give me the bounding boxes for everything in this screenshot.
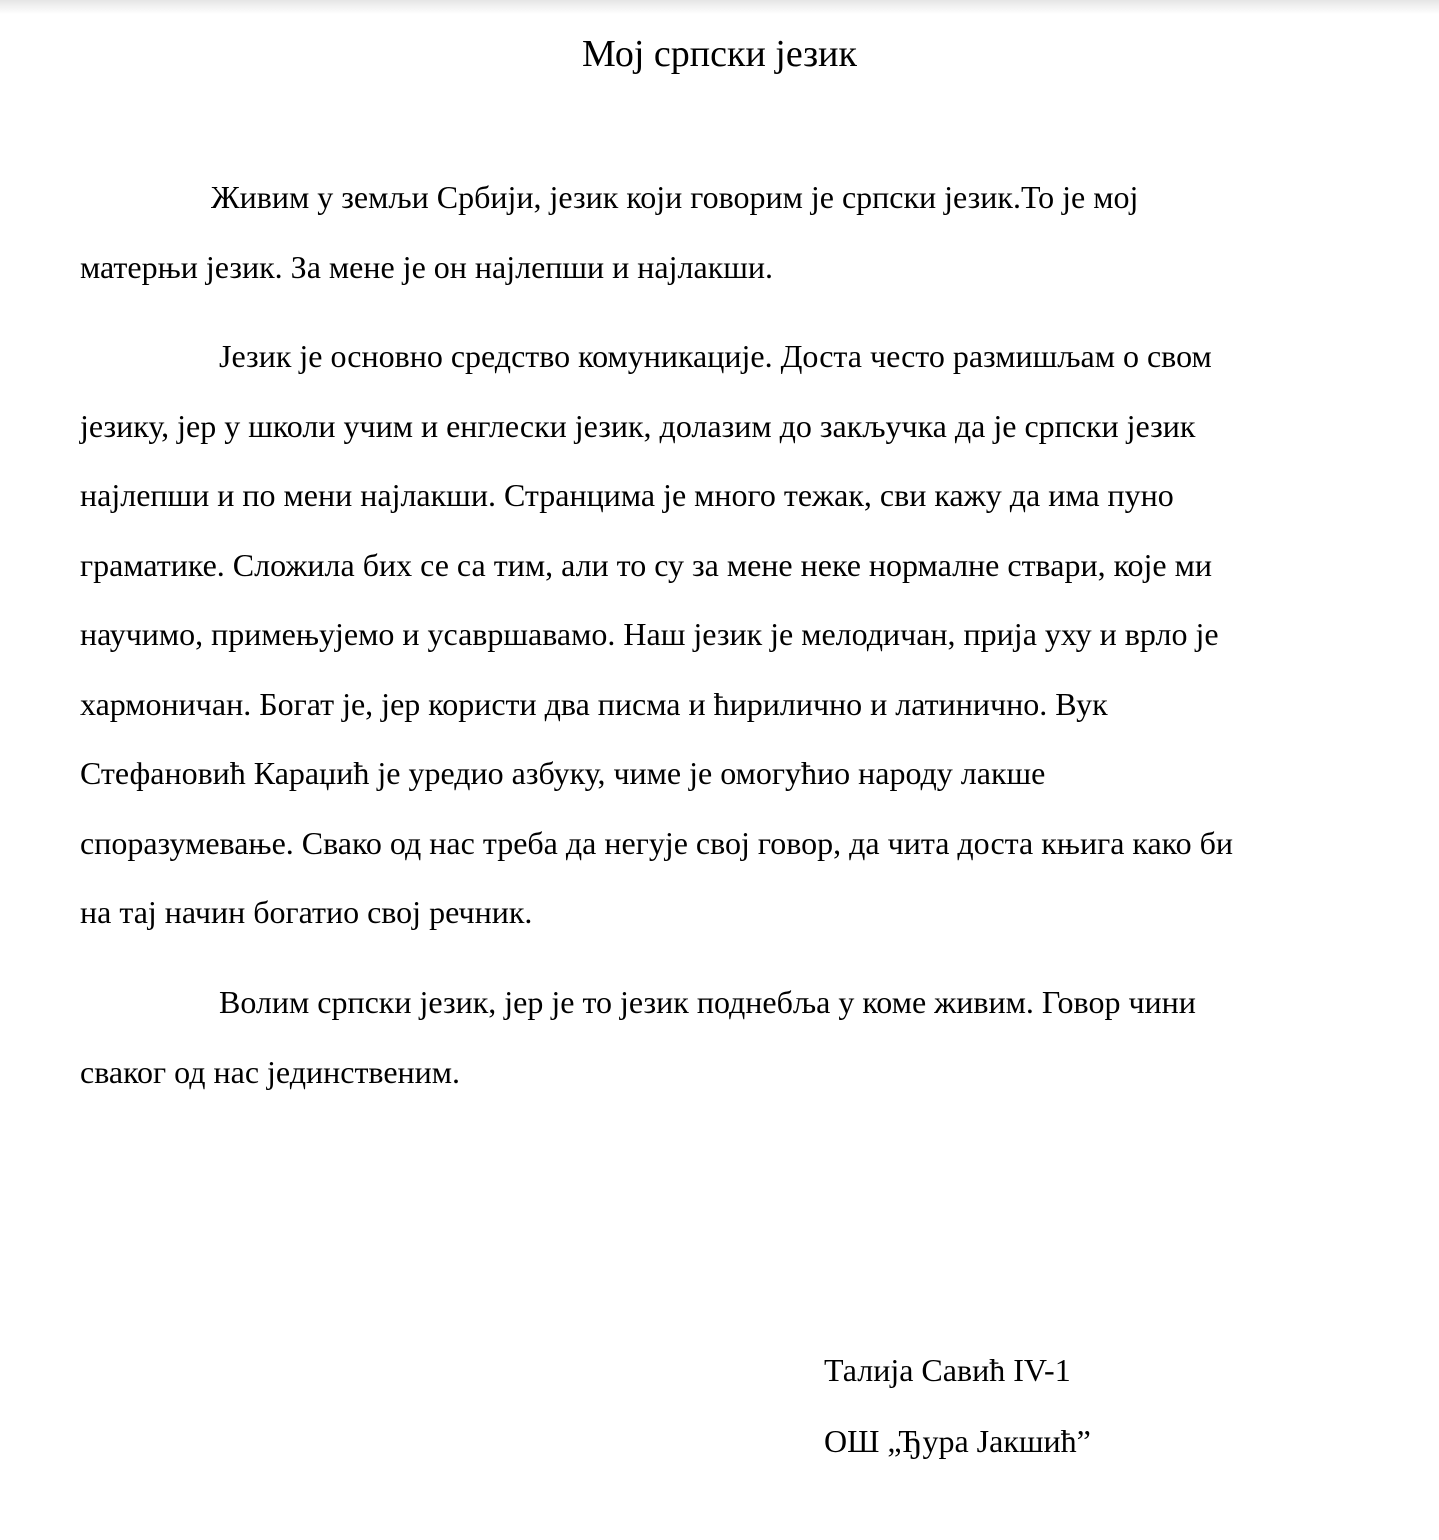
paragraph-2-line-8: споразумевање. Свако од нас треба да негује свој говор, да чита доста књига како би: [80, 825, 1233, 861]
paragraph-1-line-2: матерњи језик. За мене је он најлепши и најлакши.: [80, 249, 773, 285]
paragraph-2-line-1: Језик је основно средство комуникације. Доста често размишљам о свом: [219, 338, 1212, 374]
paragraph-2-line-7: Стефановић Караџић је уредио азбуку, чиме је омогућио народу лакше: [80, 755, 1046, 791]
paragraph-2-line-4: граматике. Сложила бих се са тим, али то су за мене неке нормалне ствари, које ми: [80, 547, 1212, 583]
paragraph-2-line-9: на тај начин богатио свој речник.: [80, 894, 533, 930]
paragraph-1-line-1: Живим у земљи Србији, језик који говорим је српски језик.То је мој: [211, 179, 1139, 215]
signature-author: Талија Савић IV-1: [824, 1352, 1071, 1388]
paragraph-3-line-2: сваког од нас јединственим.: [80, 1054, 461, 1090]
paragraph-2-line-5: научимо, примењујемо и усавршавамо. Наш језик је мелодичан, прија уху и врло је: [80, 616, 1219, 652]
document-title: Мој српски језик: [582, 33, 857, 75]
paragraph-2-line-2: језику, јер у школи учим и енглески језик, долазим до закључка да је српски језик: [80, 408, 1196, 444]
paragraph-2-line-6: хармоничан. Богат је, јер користи два писма и ћирилично и латинично. Вук: [80, 686, 1108, 722]
paragraph-3-line-1: Волим српски језик, јер је то језик поднебља у коме живим. Говор чини: [219, 984, 1196, 1020]
signature-school: ОШ „Ђура Јакшић”: [824, 1423, 1091, 1459]
paragraph-2-line-3: најлепши и по мени најлакши. Странцима је много тежак, сви кажу да има пуно: [80, 477, 1174, 513]
